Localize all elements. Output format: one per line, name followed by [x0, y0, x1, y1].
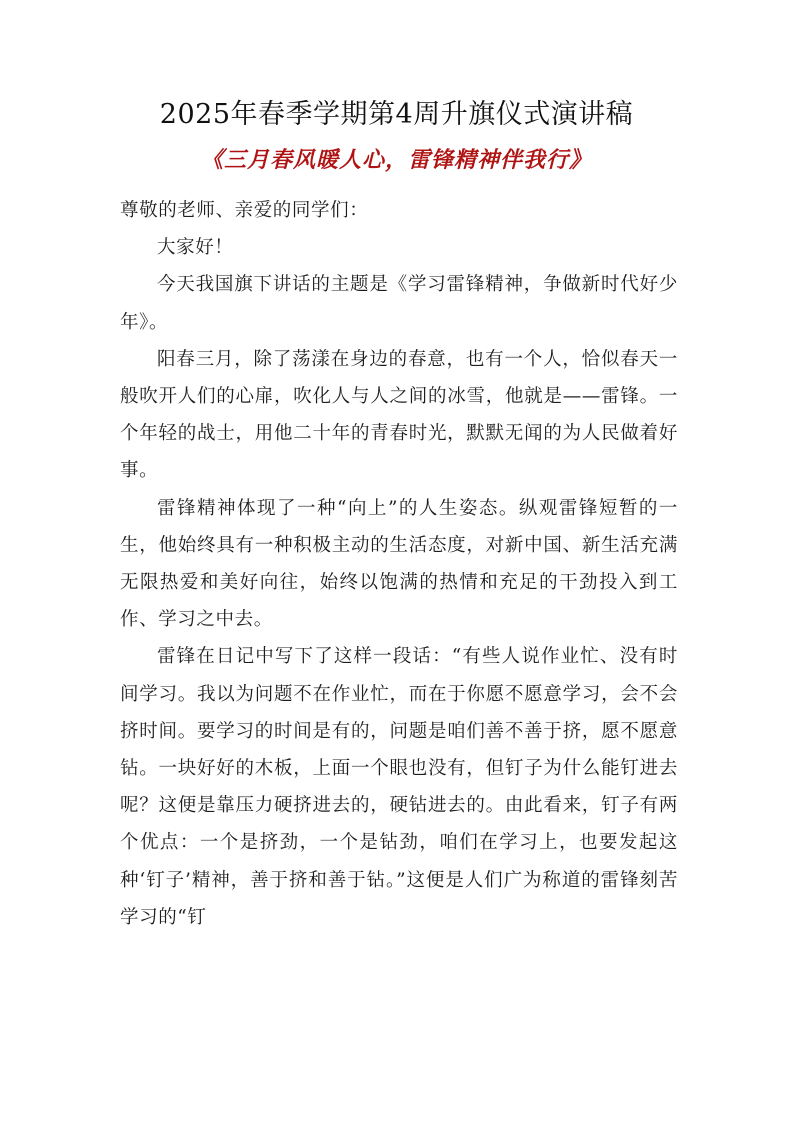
- paragraph-diary: 雷锋在日记中写下了这样一段话：“有些人说作业忙、没有时间学习。我以为问题不在作业忙，而在于你愿不愿意学习，会不会挤时间。要学习的时间是有的，问题是咱们善不善于挤，愿不愿意钻。一块好好的木板，上面一个眼也没有，但钉子为什么能钉进去呢？这便是靠压力硬挤进去的，硬钻进去的。由此看来，钉子有两个优点：一个是挤劲，一个是钻劲，咱们在学习上，也要发起这种‘钉子’精神，善于挤和善于钻。”这便是人们广为称道的雷锋刻苦学习的“钉: [120, 646, 678, 928]
- salutation: 尊敬的老师、亲爱的同学们：: [120, 200, 369, 221]
- speech-subtitle: 《三月春风暖人心，雷锋精神伴我行》: [200, 147, 592, 173]
- paragraph-greeting: 大家好！: [157, 237, 234, 259]
- paragraph-spirit: 雷锋精神体现了一种“向上”的人生姿态。纵观雷锋短暂的一生，他始终具有一种积极主动的生活态度，对新中国、新生活充满无限热爱和美好向往，始终以饱满的热情和充足的干劲投入到工作、学习之中去。: [120, 497, 678, 631]
- page-title: 2025年春季学期第4周升旗仪式演讲稿: [159, 99, 634, 130]
- speech-body: [120, 192, 678, 936]
- paragraph-topic: 今天我国旗下讲话的主题是《学习雷锋精神，争做新时代好少年》。: [120, 274, 678, 333]
- paragraph-spring: 阳春三月，除了荡漾在身边的春意，也有一个人，恰似春天一般吹开人们的心扉，吹化人与人之间的冰雪，他就是——雷锋。一个年轻的战士，用他二十年的青春时光，默默无闻的为人民做着好事。: [120, 348, 678, 482]
